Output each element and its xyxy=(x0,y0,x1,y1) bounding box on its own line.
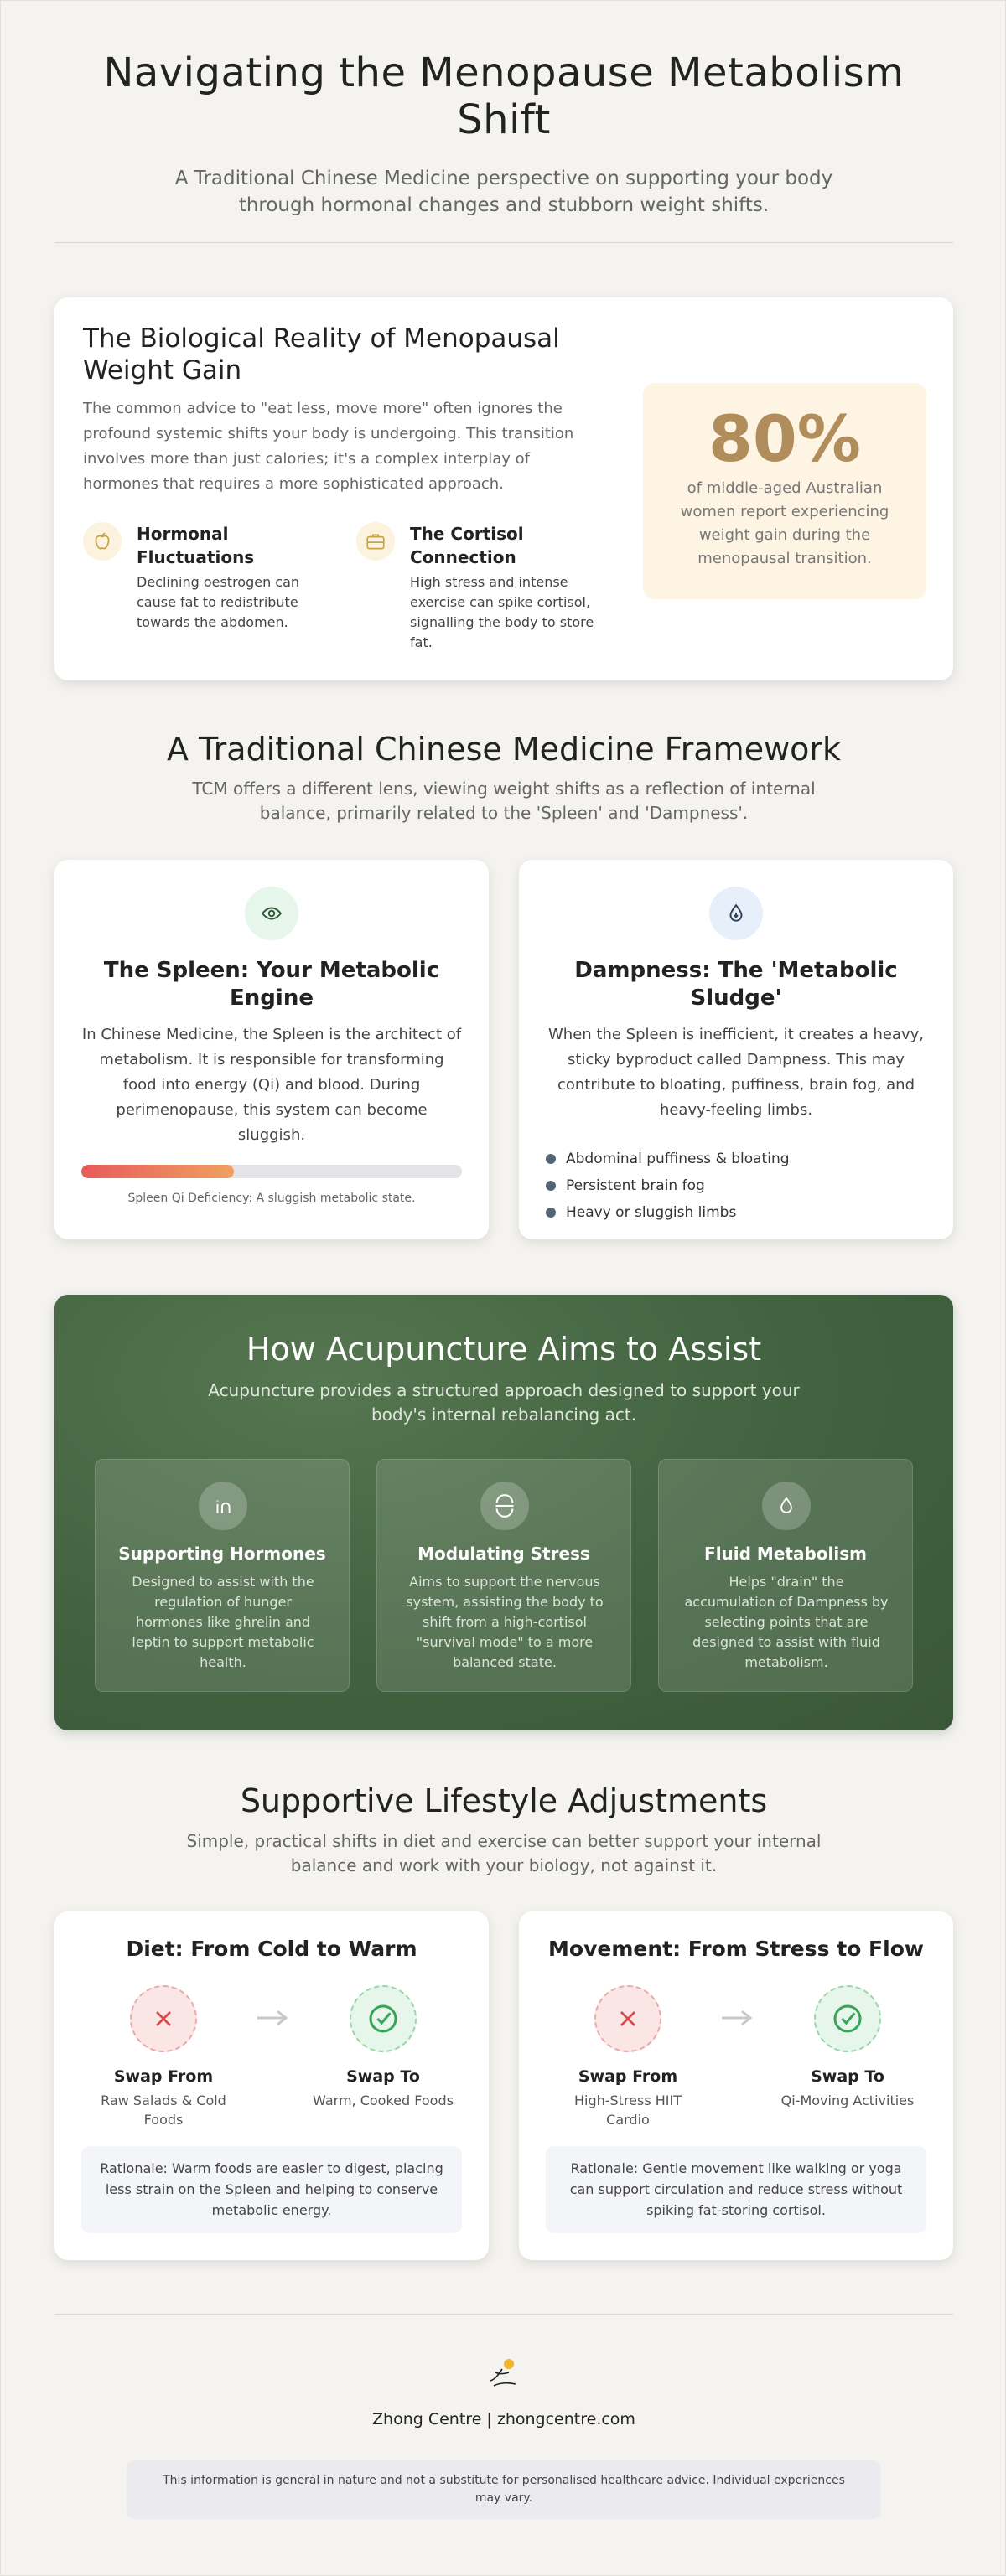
spleen-text: In Chinese Medicine, the Spleen is the architect of metabolism. It is responsible for transforming food into energy (Qi) and blood. During perimenopause, this system can become sluggish. xyxy=(81,1026,462,1144)
dampness-symptom-list xyxy=(546,1150,926,1230)
feature-title: Hormonal Fluctuations xyxy=(137,524,255,567)
swap-from-value: High-Stress HIIT Cardio xyxy=(573,2092,682,2128)
header xyxy=(54,49,953,219)
swap-from xyxy=(552,1985,703,2129)
biology-intro: The common advice to "eat less, move more" often ignores the profound systemic shifts your body is undergoing. This transition involves more than just calories; it's a complex interplay of hormones that requires a more sophisticated approach. xyxy=(83,400,574,493)
diet-rationale: Rationale: Warm foods are easier to digest, placing less strain on the Spleen and helping to conserve metabolic energy. xyxy=(81,2146,462,2233)
eye-icon xyxy=(245,887,298,940)
diet-title: Diet: From Cold to Warm xyxy=(126,1937,417,1961)
acupuncture-card-title: Modulating Stress xyxy=(417,1544,590,1564)
acupuncture-card-text: Designed to assist with the regulation of hunger hormones like ghrelin and leptin to support metabolic health. xyxy=(132,1574,314,1670)
diet-card xyxy=(54,1911,489,2260)
movement-title: Movement: From Stress to Flow xyxy=(548,1937,924,1961)
check-circle-icon xyxy=(814,1985,881,2052)
check-circle-icon xyxy=(350,1985,417,2052)
swap-to xyxy=(772,1985,923,2110)
feature-text: High stress and intense exercise can spike cortisol, signalling the body to store fat. xyxy=(410,574,594,650)
tcm-title: A Traditional Chinese Medicine Framework xyxy=(166,731,842,768)
swap-to-label: Swap To xyxy=(346,2067,420,2086)
acupuncture-subtitle: Acupuncture provides a structured approach designed to support your body's internal rebalancing act. xyxy=(208,1380,800,1425)
acupuncture-card-stress xyxy=(376,1459,631,1692)
briefcase-icon xyxy=(356,522,395,561)
balance-icon xyxy=(480,1482,529,1530)
acupuncture-card-fluid xyxy=(658,1459,913,1692)
acupuncture-card-title: Fluid Metabolism xyxy=(704,1544,867,1564)
stat-box xyxy=(643,383,926,599)
spleen-bar-caption: Spleen Qi Deficiency: A sluggish metabolic state. xyxy=(127,1192,416,1205)
movement-rationale: Rationale: Gentle movement like walking or yoga can support circulation and reduce stress without spiking fat-storing cortisol. xyxy=(546,2146,926,2233)
swap-from-label: Swap From xyxy=(113,2067,214,2086)
swap-to-value: Qi-Moving Activities xyxy=(780,2092,915,2108)
drop-icon xyxy=(762,1482,811,1530)
biology-card xyxy=(54,297,953,680)
list-item: Persistent brain fog xyxy=(546,1177,926,1195)
spleen-qi-bar xyxy=(81,1165,462,1178)
page-title: Navigating the Menopause Metabolism Shift xyxy=(103,49,905,143)
x-icon xyxy=(130,1985,197,2052)
page-subtitle: A Traditional Chinese Medicine perspective on supporting your body through hormonal changes and stubborn weight shifts. xyxy=(174,168,833,216)
stat-text: of middle-aged Australian women report experiencing weight gain during the menopausal transition. xyxy=(680,479,889,567)
swap-to-value: Warm, Cooked Foods xyxy=(313,2092,454,2108)
acupuncture-title: How Acupuncture Aims to Assist xyxy=(246,1331,762,1368)
swap-to-label: Swap To xyxy=(811,2067,884,2086)
droplet-icon xyxy=(709,887,763,940)
arrow-right-icon xyxy=(720,2008,754,2028)
spleen-title: The Spleen: Your Metabolic Engine xyxy=(103,958,440,1011)
arrow-right-icon xyxy=(256,2008,289,2028)
acupuncture-card-text: Aims to support the nervous system, assisting the body to shift from a high-cortisol "survival mode" to a more balanced state. xyxy=(406,1574,604,1670)
tcm-subtitle: TCM offers a different lens, viewing weight shifts as a reflection of internal balance, primarily related to the 'Spleen' and 'Dampness'. xyxy=(192,778,816,823)
swap-from-label: Swap From xyxy=(578,2067,678,2086)
acupuncture-card-text: Helps "drain" the accumulation of Dampness by selecting points that are designed to assist with fluid metabolism. xyxy=(684,1574,889,1670)
list-item: Heavy or sluggish limbs xyxy=(546,1203,926,1222)
swap-from xyxy=(88,1985,239,2129)
swap-to xyxy=(308,1985,459,2110)
dampness-card xyxy=(519,860,953,1239)
acupuncture-card-title: Supporting Hormones xyxy=(118,1544,326,1564)
disclaimer: This information is general in nature and not a substitute for personalised healthcare advice. Individual experiences may vary. xyxy=(127,2460,881,2519)
stat-value: 80% xyxy=(708,401,861,476)
lifestyle-subtitle: Simple, practical shifts in diet and exercise can better support your internal balance and work with your biology, not against it. xyxy=(186,1831,822,1875)
movement-card xyxy=(519,1911,953,2260)
dampness-title: Dampness: The 'Metabolic Sludge' xyxy=(574,958,898,1011)
spleen-card xyxy=(54,860,489,1239)
biology-title: The Biological Reality of Menopausal Weight Gain xyxy=(83,323,560,385)
x-icon xyxy=(594,1985,661,2052)
apple-icon xyxy=(83,522,122,561)
divider xyxy=(54,242,953,243)
brand-line: Zhong Centre | zhongcentre.com xyxy=(372,2410,635,2429)
zhong-logo xyxy=(484,2356,524,2392)
spleen-qi-bar-fill xyxy=(81,1165,234,1178)
divider xyxy=(54,2314,953,2315)
lifestyle-title: Supportive Lifestyle Adjustments xyxy=(240,1782,768,1819)
feature-text: Declining oestrogen can cause fat to redistribute towards the abdomen. xyxy=(137,574,300,630)
feature-title: The Cortisol Connection xyxy=(410,524,524,567)
list-item: Abdominal puffiness & bloating xyxy=(546,1150,926,1168)
acupuncture-section xyxy=(54,1295,953,1730)
dampness-text: When the Spleen is inefficient, it creates a heavy, sticky byproduct called Dampness. This may contribute to bloating, puffiness, brain fog, and heavy-feeling limbs. xyxy=(548,1026,924,1119)
acupuncture-card-hormones xyxy=(95,1459,350,1692)
swap-from-value: Raw Salads & Cold Foods xyxy=(101,2092,226,2128)
hormone-icon xyxy=(199,1482,247,1530)
